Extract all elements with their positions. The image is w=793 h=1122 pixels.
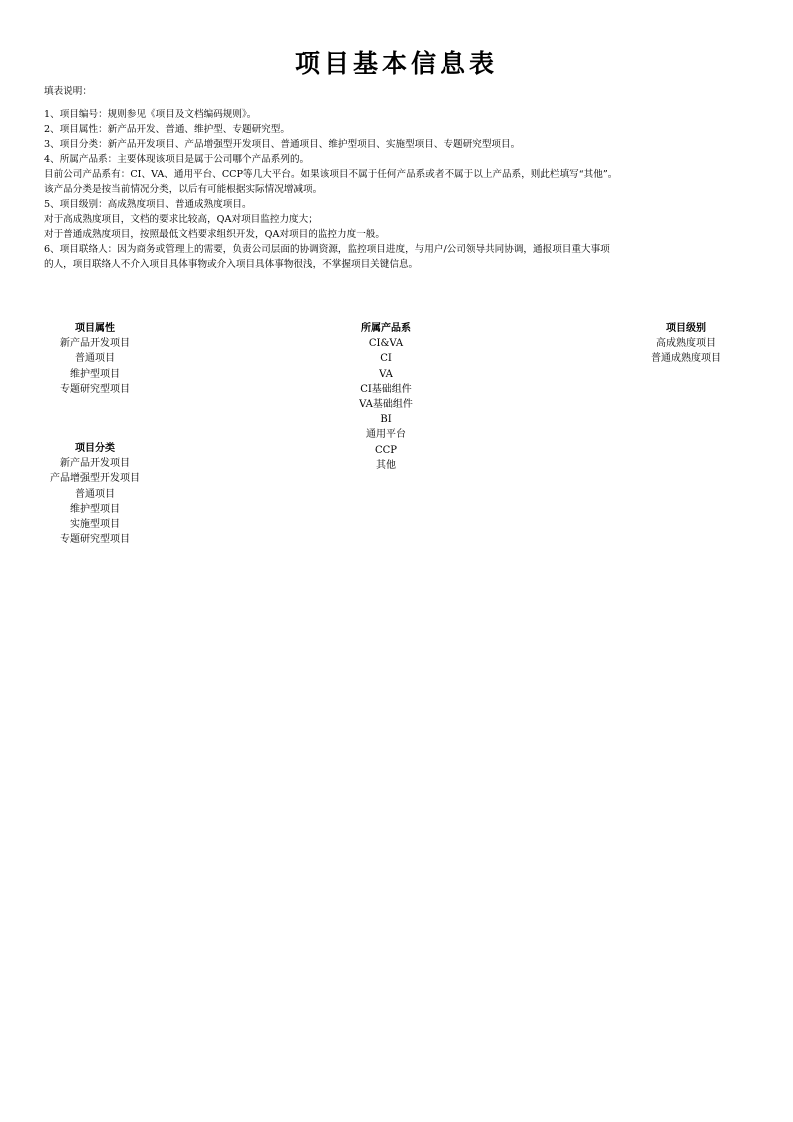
instruction-line: 对于高成熟度项目，文档的要求比较高，QA对项目监控力度大；	[44, 214, 318, 225]
list-item: 实施型项目	[70, 519, 120, 531]
classification-header: 项目分类	[75, 443, 115, 454]
list-item: 产品增强型开发项目	[50, 473, 140, 485]
list-item: 新产品开发项目	[60, 458, 130, 470]
instruction-line: 1、项目编号：规则参见《项目及文档编码规则》。	[44, 109, 257, 120]
instruction-line: 4、所属产品系：主要体现该项目是属于公司哪个产品系列的。	[44, 154, 310, 165]
list-item: VA基础组件	[359, 399, 413, 411]
list-item: CCP	[374, 444, 398, 456]
list-item: CI基础组件	[360, 383, 412, 395]
spacer	[44, 99, 619, 107]
attribute-list	[40, 321, 150, 397]
page-title: 项目基本信息表	[294, 49, 498, 78]
list-item: 专题研究型项目	[60, 534, 130, 546]
product-line-list	[330, 321, 442, 473]
list-item: 通用平台	[366, 429, 406, 441]
product-line-header: 所属产品系	[361, 323, 411, 334]
list-item: CI&VA	[368, 338, 404, 350]
instructions-heading: 填表说明：	[44, 86, 92, 97]
list-item: 普通成熟度项目	[651, 353, 721, 365]
list-item: 普通项目	[75, 353, 115, 365]
classification-list	[38, 441, 152, 547]
level-list	[634, 321, 738, 367]
instruction-line: 6、项目联络人：因为商务或管理上的需要，负责公司层面的协调资源，监控项目进度，与用户/公司领导共同协调，通报项目重大事项的人，项目联络人不介入项目具体事物或介入项目具体事物很浅，不掌握项目关键信息。	[44, 244, 610, 270]
attribute-header: 项目属性	[75, 323, 115, 334]
list-item: BI	[380, 414, 392, 426]
instruction-line: 2、项目属性：新产品开发、普通、维护型、专题研究型。	[44, 124, 290, 135]
list-item: 维护型项目	[70, 368, 120, 380]
list-item: 普通项目	[75, 488, 115, 500]
instruction-line: 5、项目级别：高成熟度项目、普通成熟度项目。	[44, 199, 252, 210]
instructions	[44, 84, 619, 272]
list-item: 高成熟度项目	[656, 338, 716, 350]
instruction-line: 目前公司产品系有：CI、VA、通用平台、CCP等几大平台。如果该项目不属于任何产品系或者不属于以上产品系，则此栏填写“其他”。该产品分类是按当前情况分类，以后有可能根据实际情况增减项。	[44, 169, 618, 195]
list-item: 专题研究型项目	[60, 383, 130, 395]
instruction-line: 对于普通成熟度项目，按照最低文档要求组织开发，QA对项目的监控力度一般。	[44, 229, 385, 240]
level-header: 项目级别	[666, 323, 706, 334]
instruction-line: 3、项目分类：新产品开发项目、产品增强型开发项目、普通项目、维护型项目、实施型项目、专题研究型项目。	[44, 139, 521, 150]
list-item: 维护型项目	[70, 503, 120, 515]
list-item: CI	[380, 353, 392, 365]
list-item: VA	[379, 368, 393, 380]
list-item: 其他	[376, 459, 396, 471]
list-item: 新产品开发项目	[60, 338, 130, 350]
